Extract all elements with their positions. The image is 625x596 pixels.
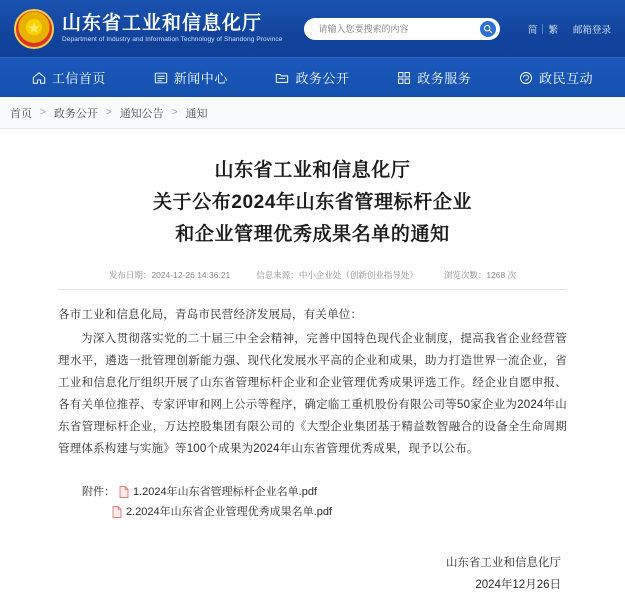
publish-date-value: 2024-12-26 14:36:21 xyxy=(151,270,231,280)
header-utility-links xyxy=(523,22,611,36)
chat-icon xyxy=(519,71,533,85)
site-header xyxy=(0,0,625,57)
source xyxy=(256,269,418,281)
attachment-row xyxy=(82,482,567,502)
attachment-row xyxy=(112,502,567,522)
breadcrumb-separator: > xyxy=(40,107,46,118)
search-area xyxy=(304,18,500,40)
article-body xyxy=(58,304,567,460)
nav-item-government-service[interactable] xyxy=(397,68,471,87)
nav-item-government-disclosure[interactable] xyxy=(275,68,349,87)
nav-item-label: 政民互动 xyxy=(539,71,594,86)
site-title-block xyxy=(62,13,282,45)
site-title-cn: 山东省工业和信息化厅 xyxy=(62,12,263,34)
page-title xyxy=(58,155,567,251)
publish-date xyxy=(109,269,230,281)
lang-simplified-link[interactable]: 简 xyxy=(527,24,538,36)
national-emblem-icon xyxy=(14,9,54,49)
nav-item-public-interaction[interactable] xyxy=(519,68,593,87)
source-label: 信息来源： xyxy=(256,270,299,280)
site-title-en: Department of Industry and Information Technology of Shandong Province xyxy=(62,35,283,43)
article-meta xyxy=(58,269,567,281)
signature-org: 山东省工业和信息化厅 xyxy=(446,557,561,569)
mail-login-link[interactable]: 邮箱登录 xyxy=(572,24,611,36)
article xyxy=(0,129,625,596)
salutation: 各市工业和信息化局，青岛市民营经济发展局，有关单位： xyxy=(58,309,363,321)
nav-item-label: 政务服务 xyxy=(417,71,472,86)
nav-item-label: 新闻中心 xyxy=(173,71,228,86)
view-count-unit: 次 xyxy=(507,270,517,280)
view-count xyxy=(444,269,516,281)
publish-date-label: 发布日期： xyxy=(108,270,152,280)
nav-item-label: 政务公开 xyxy=(295,71,350,86)
source-value: 中小企业处（创新创业指导处） xyxy=(298,270,418,280)
breadcrumb-item-notice[interactable]: 通知 xyxy=(185,107,208,120)
pdf-file-icon xyxy=(119,486,129,498)
news-icon xyxy=(154,71,168,85)
breadcrumb-separator: > xyxy=(105,107,112,118)
pdf-file-icon xyxy=(112,506,122,518)
attachments-label: 附件： xyxy=(82,486,115,498)
signature-date: 2024年12月26日 xyxy=(475,579,561,591)
page-title-line3: 和企业管理优秀成果名单的通知 xyxy=(175,224,450,245)
nav-item-home[interactable] xyxy=(32,68,106,87)
breadcrumb-separator: > xyxy=(171,107,178,118)
breadcrumb xyxy=(0,97,625,129)
search-box[interactable] xyxy=(304,18,500,40)
grid-icon xyxy=(397,71,411,85)
divider xyxy=(58,289,567,290)
home-icon xyxy=(32,71,46,85)
nav-item-news[interactable] xyxy=(154,68,228,87)
breadcrumb-item-announcements[interactable]: 通知公告 xyxy=(119,107,164,120)
search-icon[interactable] xyxy=(480,21,496,37)
view-count-value: 1268 xyxy=(486,270,506,280)
page-title-line1: 山东省工业和信息化厅 xyxy=(214,160,411,181)
lang-traditional-link[interactable]: 繁 xyxy=(548,24,558,36)
main-nav xyxy=(0,57,625,97)
attachment-link-1[interactable]: 1.2024年山东省管理标杆企业名单.pdf xyxy=(133,486,317,498)
signature xyxy=(58,552,567,596)
attachments xyxy=(58,482,567,522)
view-count-label: 浏览次数： xyxy=(443,270,487,280)
nav-item-label: 工信首页 xyxy=(51,71,106,86)
folder-open-icon xyxy=(275,71,289,85)
attachment-link-2[interactable]: 2.2024年山东省企业管理优秀成果名单.pdf xyxy=(126,506,332,518)
body-paragraph-1: 为深入贯彻落实党的二十届三中全会精神，完善中国特色现代企业制度，提高我省企业经营管理水平，遴选一批管理创新能力强、现代化发展水平高的企业和成果，助力打造世界一流企业，省工业和信息化厅组织开展了山东省管理标杆企业和企业管理优秀成果评选工作。经企业自愿申报、各有关单位推荐、专家评审和网上公示等程序，确定临工重机股份有限公司等50家企业为2024年山东省管理标杆企业，万达控股集团有限公司的《大型企业集团基于精益数智融合的设备全生命周期管理体系构建与实施》等100个成果为2024年山东省管理优秀成果，现予以公布。 xyxy=(58,333,567,455)
breadcrumb-item-home[interactable]: 首页 xyxy=(10,107,32,120)
breadcrumb-item-disclosure[interactable]: 政务公开 xyxy=(53,107,98,120)
search-input[interactable] xyxy=(316,23,480,35)
page-title-line2: 关于公布2024年山东省管理标杆企业 xyxy=(152,192,473,213)
